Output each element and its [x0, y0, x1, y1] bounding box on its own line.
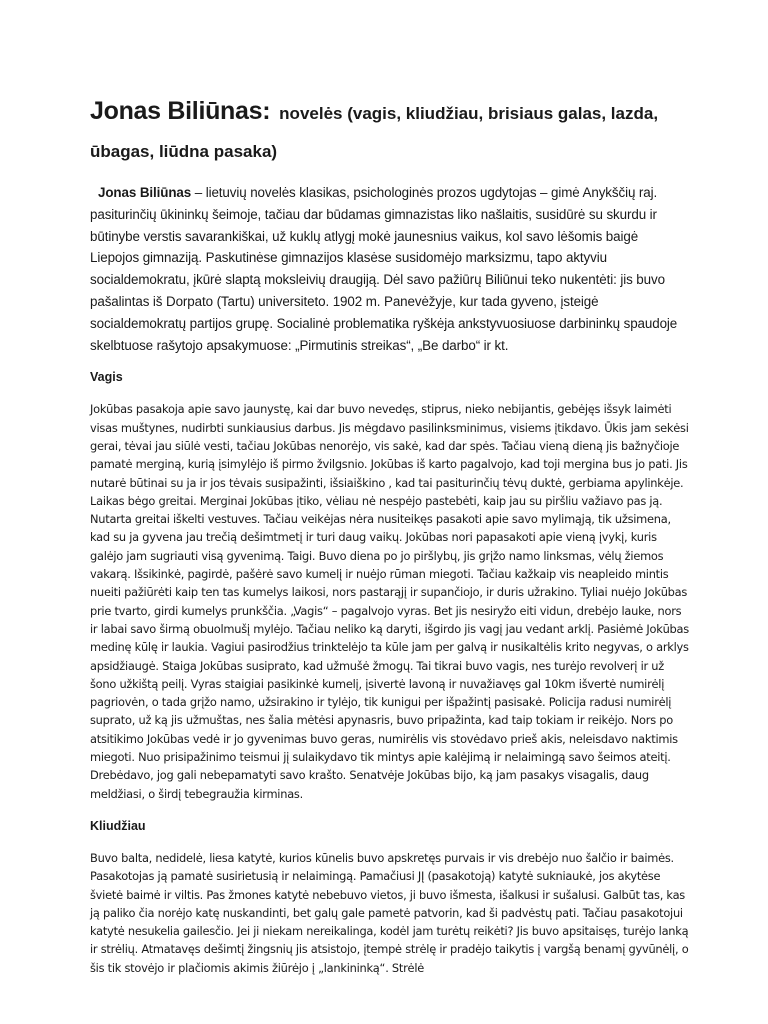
- section-body: Buvo balta, nedidelė, liesa katytė, kurios kūnelis buvo apskretęs purvais ir vis drebėjo nuo šalčio ir baimės. Pasakotojas ją pamatė susirietusią ir nelaimingą. Pamačiusi JĮ (pasakotoją) katytė sukniaukė, jos akytėse švietė baimė ir viltis. Pas žmones katytė nebebuvo vietos, ji buvo išmesta, išalkusi ir sušalusi. Galbūt tas, kas ją paliko čia norėjo katę nuskandinti, bet galų gale pametė patvorin, kad ši padvėstų pati. Tačiau pasakotojui katytė nesukelia gailesčio. Jei ji niekam nereikalinga, kodėl jam turėtų reikėti? Jis buvo apsitaisęs, turėjo lanką ir strėlių. Atmatavęs dešimtį žingsnių jis atsistojo, įtempė strėlę ir pradėjo taikytis į vargšą benamį gyvūnėlį, o šis tik stovėjo ir plačiomis akimis žiūrėjo į „lankininką“. Strėlė: [90, 850, 689, 975]
- document-title: [90, 92, 690, 168]
- section-body: Jokūbas pasakoja apie savo jaunystę, kai dar buvo nevedęs, stiprus, nieko nebijantis, gebėjęs išsyk laimėti visas muštynes, nudirbti sunkiausius darbus. Jis mėgdavo pasilinksminimus, visiems įtikdavo. Ūkis jam sekėsi gerai, tėvai jau siūlė vesti, tačiau Jokūbas nenorėjo, vis sakė, kad dar spės. Tačiau vieną dieną jis bažnyčioje pamatė merginą, kurią įsimylėjo iš pirmo žvilgsnio. Jokūbas iš karto pagalvojo, kad toji mergina bus jo pati. Jis nutarė būtinai su ja ir jos tėvais susipažinti, išsiaiškino , kad tai pasiturinčių tėvų duktė, gerbiama apylinkėje. Laikas bėgo greitai. Merginai Jokūbas įtiko, vėliau nė nespėjo pastebėti, kaip jau su piršliu važiavo pas ją. Nutarta greitai iškelti vestuves. Tačiau veikėjas nėra nusiteikęs pasakoti apie savo mylimąją, tik užsimena, kad su ja gyvena jau trečią dešimtmetį ir turi daug vaikų. Jokūbas nori papasakoti apie vieną įvykį, kuris galėjo jam sugriauti visą gyvenimą. Taigi. Buvo diena po jo piršlybų, jis grįžo namo linksmas, vėlų žiemos vakarą. Išsikinkė, pagirdė, pašėrė savo kumelį ir nuėjo rūman miegoti. Tačiau kažkaip vis neapleido mintis nueiti pažiūrėti kaip ten tas kumelys laikosi, nors pastarąjį ir supančiojo, ir duris užrakino. Tyliai nuėjo Jokūbas prie tvarto, girdi kumelys prunkščia. „Vagis“ – pagalvojo vyras. Bet jis nesiryžo eiti vidun, drebėjo lauke, nors ir labai savo širmą obuolmušį mylėjo. Tačiau neliko ką daryti, išgirdo jis vagį jau vedant arklį. Pasiėmė Jokūbas medinę kūlę ir laukia. Vagiui pasirodžius trinktelėjo ta kūle jam per galvą ir nusikaltėlis krito negyvas, o arklys apsidžiaugė. Staiga Jokūbas susiprato, kad užmušė žmogų. Tai tikrai buvo vagis, nes turėjo revolverį ir už šono užkištą peilį. Vyras staigiai pasikinkė kumelį, įsivertė lavoną ir nuvažiavęs gal 10km išvertė numirėlį pagriovėn, o tada grįžo namo, užsirakino ir tylėjo, tik kunigui per išpažintį pasisakė. Policija radusi numirėlį suprato, už ką jis užmuštas, nes šalia mėtėsi apynasris, buvo pripažinta, kad taip tokiam ir reikėjo. Nors po atsitikimo Jokūbas vedė ir jo gyvenimas buvo geras, numirėlis vis stovėdavo prieš akis, neleisdavo naktimis miegoti. Nuo prisipažinimo teismui jį sulaikydavo tik mintys apie kalėjimą ir nelaimingą savo šeimos ateitį. Drebėdavo, jog gali nebepamatyti savo krašto. Senatvėje Jokūbas bijo, ką jam pasakys visagalis, daug meldžiasi, o širdį tebegraužia kirminas.: [90, 402, 689, 801]
- section-heading: Vagis: [90, 370, 123, 385]
- section-vagis: [90, 368, 690, 803]
- document-page: [90, 92, 690, 991]
- intro-paragraph: [90, 182, 690, 356]
- section-kliudziau: [90, 817, 690, 977]
- intro-lead: Jonas Biliūnas: [98, 185, 192, 200]
- title-author: Jonas Biliūnas:: [90, 97, 271, 125]
- section-heading: Kliudžiau: [90, 818, 146, 833]
- title-subtitle: novelės (vagis, kliudžiau, brisiaus galas, lazda, ūbagas, liūdna pasaka): [90, 104, 659, 161]
- intro-text: – lietuvių novelės klasikas, psichologinės prozos ugdytojas – gimė Anykščių raj. pasiturinčių ūkininkų šeimoje, tačiau dar būdamas gimnazistas liko našlaitis, susidūrė su skurdu ir būtinybe verstis savarankiškai, už kuklų atlygį mokė jaunesnius vaikus, kol savo lėšomis baigė Liepojos gimnaziją. Paskutinėse gimnazijos klasėse susidomėjo marksizmu, tapo aktyviu socialdemokratu, įkūrė slaptą moksleivių draugiją. Dėl savo pažiūrų Biliūnui teko nukentėti: jis buvo pašalintas iš Dorpato (Tartu) universiteto. 1902 m. Panevėžyje, kur tada gyveno, įsteigė socialdemokratų partijos grupę. Socialinė problematika ryškėja ankstyvuosiuose darbininkų spaudoje skelbtuose rašytojo apsakymuose: „Pirmutinis streikas“, „Be darbo“ ir kt.: [90, 185, 678, 353]
